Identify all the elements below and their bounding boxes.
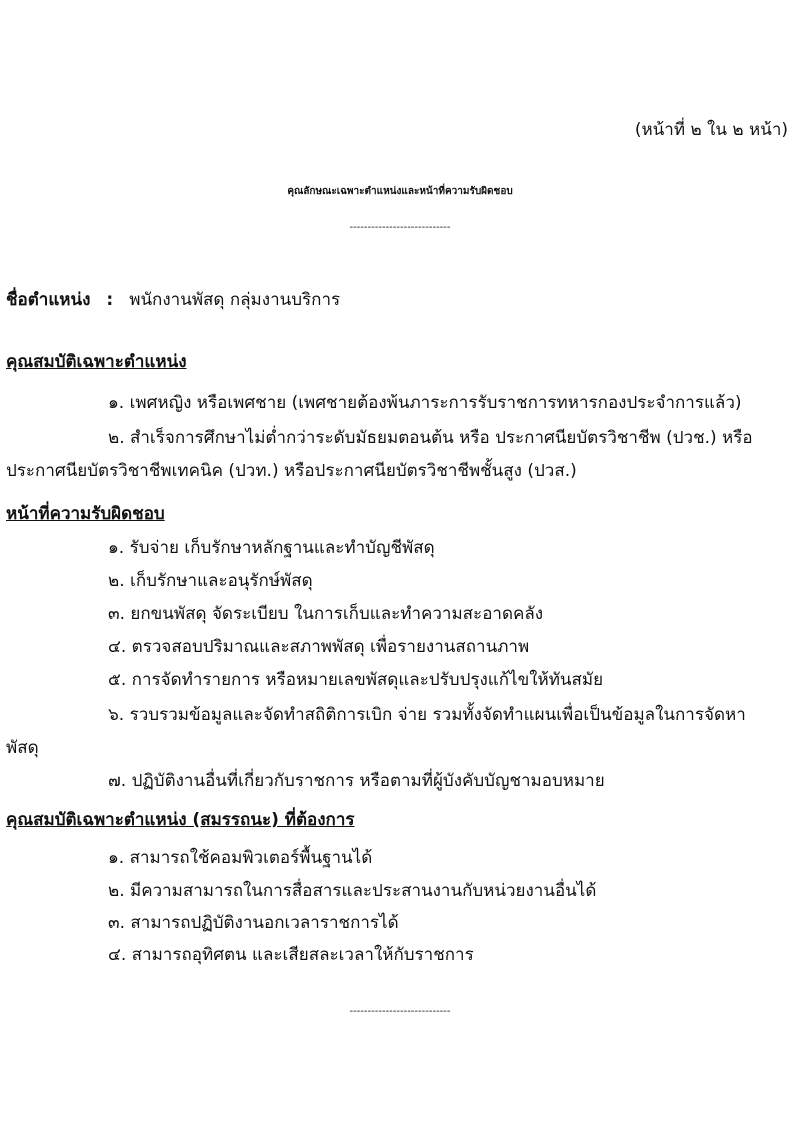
qualification-item-1: ๑. เพศหญิง หรือเพศชาย (เพศชายต้องพ้นภาระการรับราชการทหารกองประจำการแล้ว)	[108, 393, 742, 413]
qualification-item-2-line-2: ประกาศนียบัตรวิชาชีพเทคนิค (ปวท.) หรือประกาศนียบัตรวิชาชีพชั้นสูง (ปวส.)	[6, 461, 577, 481]
competency-item-1: ๑. สามารถใช้คอมพิวเตอร์พื้นฐานได้	[108, 848, 373, 868]
competency-item-2: ๒. มีความสามารถในการสื่อสารและประสานงานกับหน่วยงานอื่นได้	[108, 881, 597, 901]
document-title: คุณลักษณะเฉพาะตำแหน่งและหน้าที่ความรับผิดชอบ	[287, 186, 513, 197]
position-row	[6, 290, 340, 310]
footer-divider: ----------------------------	[349, 1006, 451, 1017]
qualification-item-2-line-1: ๒. สำเร็จการศึกษาไม่ต่ำกว่าระดับมัธยมตอนต้น หรือ ประกาศนียบัตรวิชาชีพ (ปวช.) หรือ	[108, 428, 753, 448]
competency-item-3: ๓. สามารถปฏิบัติงานอกเวลาราชการได้	[108, 913, 399, 933]
position-label: ชื่อตำแหน่ง	[6, 290, 91, 310]
competencies-heading: คุณสมบัติเฉพาะตำแหน่ง (สมรรถนะ) ที่ต้องการ	[6, 810, 355, 830]
position-colon: :	[106, 290, 114, 310]
duty-item-6-line-2: พัสดุ	[6, 738, 39, 758]
page-number: (หน้าที่ ๒ ใน ๒ หน้า)	[634, 120, 788, 140]
duty-item-4: ๔. ตรวจสอบปริมาณและสภาพพัสดุ เพื่อรายงานสถานภาพ	[108, 637, 530, 657]
title-divider: ----------------------------	[349, 222, 451, 233]
duty-item-3: ๓. ยกขนพัสดุ จัดระเบียบ ในการเก็บและทำความสะอาดคลัง	[108, 604, 544, 624]
duty-item-1: ๑. รับจ่าย เก็บรักษาหลักฐานและทำบัญชีพัสดุ	[108, 538, 435, 558]
duty-item-6-line-1: ๖. รวบรวมข้อมูลและจัดทำสถิติการเบิก จ่าย รวมทั้งจัดทำแผนเพื่อเป็นข้อมูลในการจัดหา	[108, 705, 746, 725]
duty-item-2: ๒. เก็บรักษาและอนุรักษ์พัสดุ	[108, 571, 313, 591]
qualifications-heading: คุณสมบัติเฉพาะตำแหน่ง	[6, 352, 187, 372]
competency-item-4: ๔. สามารถอุทิศตน และเสียสละเวลาให้กับราชการ	[108, 945, 474, 965]
duties-heading: หน้าที่ความรับผิดชอบ	[6, 504, 165, 524]
duty-item-7: ๗. ปฏิบัติงานอื่นที่เกี่ยวกับราชการ หรือตามที่ผู้บังคับบัญชามอบหมาย	[108, 771, 605, 791]
duty-item-5: ๕. การจัดทำรายการ หรือหมายเลขพัสดุและปรับปรุงแก้ไขให้ทันสมัย	[108, 670, 604, 690]
position-value: พนักงานพัสดุ กลุ่มงานบริการ	[129, 290, 341, 310]
